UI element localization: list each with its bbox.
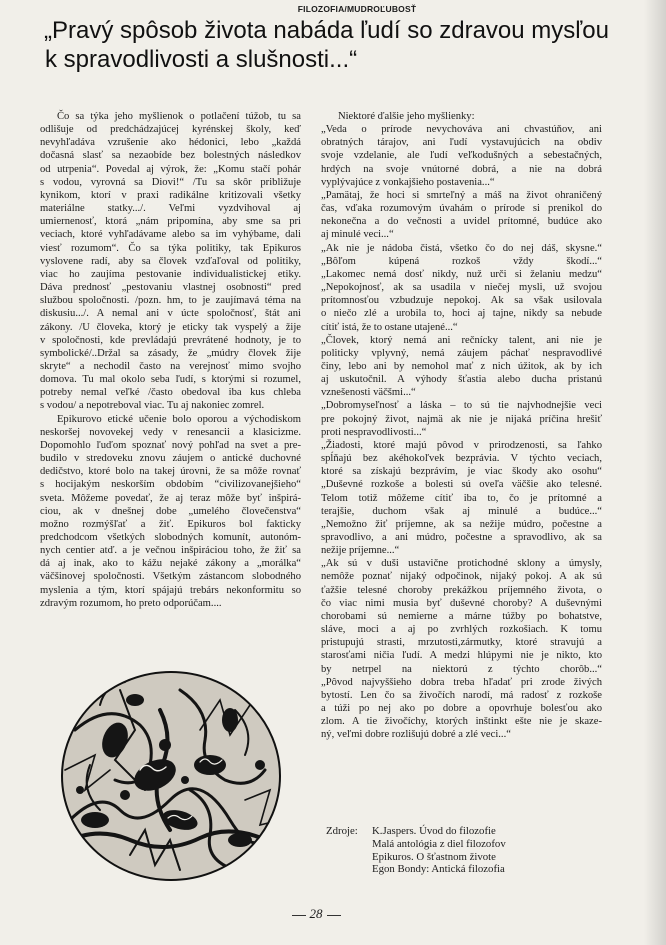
text-line: kynikom, ktorí v praxi radikálne kritizovali všetky — [40, 189, 301, 201]
text-line: s vodou/ a nepotreboval viac. Tu aj nakoniec zomrel. — [40, 400, 265, 412]
paragraph — [321, 242, 602, 334]
text-line: diskusiu.../. A nemal ani v úcte spoločnosť, štát ani — [40, 308, 301, 320]
text-line: „Bôľom kúpená rozkoš vždy škodí...“ — [321, 255, 602, 267]
text-line: vyslovene radí, aby sa človek vzďaľoval od politiky, — [40, 255, 301, 267]
paragraph — [321, 557, 602, 741]
paragraph — [40, 110, 301, 413]
text-line: „Žiadosti, ktoré majú pôvod v prirodzenosti, sa ľahko — [321, 439, 602, 451]
source-item: Epikuros. O šťastnom živote — [372, 850, 496, 863]
section-tag: FILOZOFIA/MUDROĽUBOSŤ — [297, 4, 417, 14]
page-number-text: 28 — [309, 906, 323, 921]
text-line: Niektoré ďalšie jeho myšlienky: — [337, 111, 475, 122]
text-line: dočasná slasť sa nezaobíde bez bolestných následkov — [40, 150, 301, 162]
text-line: ný, veľmi dobre rozlišujú dobré a zlé veci...“ — [321, 729, 511, 741]
text-line: politicky vplyvný, nemá záujem páchať nespravodlivé — [321, 347, 602, 359]
headline-line: „Pravý spôsob života nabáda ľudí so zdravou mysľou — [44, 17, 609, 44]
text-line: čas, vďaka rozumovým úvahám o prírode si prenikol do — [321, 203, 602, 215]
text-line: myslenia a tým, ktorí spájajú trebárs nekonformitu so — [40, 584, 301, 596]
text-line: viesť rozumom“. Čo sa týka politiky, tak Epikuros — [40, 242, 301, 254]
page-number-dash — [327, 915, 341, 916]
text-line: symbolické/..Držal sa zásady, že „múdry človek žije — [40, 347, 301, 359]
text-line: sláve, moci a aj po zvrhlých rozkošiach. K tomu — [321, 624, 602, 636]
text-line: prítomnosťou vzbudzuje nepokoj. Ak sa však usilovala — [321, 295, 602, 307]
text-line: vznešenosti väčšmi...“ — [321, 387, 416, 399]
text-line: vyplývajúce z vonkajšieho postavenia...“ — [321, 176, 495, 188]
text-line: Dopomohlo ľuďom spoznať nový pohľad na svet a pre- — [40, 439, 301, 451]
text-line: aj uskutočnil. A výhody šťastia alebo ducha pristanú — [321, 374, 602, 386]
text-line: obratných tárajov, ani ľudí vystavujúcich na obdiv — [321, 137, 602, 149]
text-line: spravodlivo, a ani múdro, počestne a spravodlivo, ak sa — [321, 532, 602, 543]
text-line: umiernenosť, ktorá „nám pripomína, aby sme sa pri — [40, 216, 301, 228]
text-line: Epikurovo etické učenie bolo oporou a východiskom — [56, 413, 301, 425]
text-line: starosťami ničia ľudí. A medzi hlúpymi nie je nikto, kto — [321, 650, 602, 662]
text-line: službou spoločnosti. /pozn. hm, to je zaujímavá téma na — [40, 295, 301, 307]
text-line: spĺňajú bez akéhokoľvek bezprávia. V týchto veciach, — [321, 453, 602, 465]
text-line: zákony. /U človeka, ktorý je eticky tak vyspelý a žije — [40, 321, 301, 333]
text-line: „Nepokojnosť, ak sa usadila v niečej mysli, už svojou — [321, 282, 602, 294]
text-line: „Ak sú v duši ustavične protichodné sklony a úmysly, — [321, 558, 602, 570]
text-line: s hocijakým neskorším obdobím “civilizovanejšieho“ — [40, 479, 301, 491]
text-line: „Duševné rozkoše a bolesti sú oveľa väčšie ako telesné. — [321, 479, 602, 491]
text-line: by netrpel na niektorú z týchto chorôb...“ — [321, 663, 602, 675]
text-line: „Nemožno žiť príjemne, ak sa nežije múdro, počestne a — [321, 518, 602, 530]
text-line: aj minulé veci...“ — [321, 229, 394, 241]
paragraph — [321, 110, 602, 123]
text-line: zlom. A tie živočíchy, ktorých inštinkt ešte nie je skaze- — [321, 716, 602, 728]
text-line: veciach, ktoré vyhľadávame alebo sa im vyhýbame, dali — [40, 229, 301, 241]
text-line: sveta. Môžeme povedať, že aj teraz môže byť inšpirá- — [40, 492, 301, 504]
text-line: predchodcom všetkých slobodných komunít, autonóm- — [40, 532, 301, 543]
text-line: čo viac nimi musia byť duševné choroby? A duševnými — [321, 597, 602, 609]
text-line: a túži po nej ako po dobre a opovrhuje bolesťou ako — [321, 703, 602, 715]
page-edge-shadow — [644, 0, 666, 945]
paragraph — [321, 439, 602, 557]
text-line: potreby nemal veľké /často obedoval iba kus chleba — [40, 387, 301, 399]
text-line: Telom totiž môžeme cítiť iba to, čo je prítomné a — [321, 492, 602, 504]
text-line: Čo sa týka jeho myšlienok o potlačení túžob, tu sa — [56, 111, 301, 122]
source-item: Egon Bondy: Antická filozofia — [372, 863, 505, 876]
text-line: neskoršej novovekej vedy v renesancii a klasicizme. — [40, 426, 301, 438]
woodcut-illustration — [60, 670, 282, 882]
text-line: svoje vzdelanie, ale ľudí veľkodušných a sebestačných, — [321, 150, 602, 162]
text-line: „Ak nie je nádoba čistá, všetko čo do nej dáš, skysne.“ — [321, 242, 602, 254]
text-line: odlišuje od predchádzajúcej kyrénskej školy, keď — [40, 124, 301, 136]
page-number — [276, 906, 356, 922]
text-line: pristupujú strasti, mrzutosti,zármutky, ktoré stravujú a — [321, 637, 602, 649]
paragraph — [321, 399, 602, 438]
paragraph — [321, 334, 602, 400]
paragraph — [321, 123, 602, 189]
text-line: budilo v stredoveku znovu záujem o antické duchovné — [40, 453, 301, 465]
paragraph — [40, 413, 301, 610]
text-line: „Človek, ktorý nemá ani rečnícky talent, ani nie je — [321, 334, 602, 346]
page-number-dash — [292, 915, 306, 916]
text-line: „Veda o prírode nevychováva ani chvastúňov, ani — [321, 124, 602, 136]
headline — [44, 16, 644, 74]
text-line: ťažšie telesné choroby prekážkou príjemného života, o — [321, 584, 602, 596]
sources-label: Zdroje: — [326, 825, 358, 837]
text-line: materiálne statky.../. Veľmi vyzdvihoval aj — [40, 203, 301, 215]
text-line: zdravým rozumom, ho preto odporúčam.... — [40, 597, 222, 609]
text-line: ciou, ak v dnešnej dobe „umelého človečenstva“ — [40, 505, 301, 517]
text-line: domova. Tu mal okolo seba ľudí, s ktorými si rozumel, — [40, 374, 301, 386]
sources-list — [372, 825, 602, 876]
text-line: bytostí. Len čo sa živočích narodí, má radosť z rozkoše — [321, 689, 602, 701]
text-line: Dáva prednosť „pestovaniu vlastnej osobnosti“ pred — [40, 282, 301, 294]
text-line: dá aj inak, ako to kážu nejaké zákony a „morálka“ — [40, 558, 301, 570]
text-line: „Lakomec nemá dosť nikdy, nuž urči si želaniu medzu“ — [321, 268, 602, 280]
source-item: K.Jaspers. Úvod do filozofie — [372, 825, 496, 837]
text-line: proti nespravodlivosti...“ — [321, 426, 427, 438]
source-item: Malá antológia z diel filozofov — [372, 837, 506, 850]
headline-line: k spravodlivosti a slušnosti...“ — [45, 46, 358, 73]
text-line: skryte“ a nechodil často na verejnosť mimo svojho — [40, 360, 301, 372]
text-line: cítiť istá, že to ostane utajené...“ — [321, 321, 458, 333]
text-line: pre pokojný život, najmä ak nie je nijaká príčina hrešiť — [321, 413, 602, 425]
text-line: viac ho zaujíma pestovanie individualistickej etiky. — [40, 268, 301, 280]
text-line: „Pôvod najvyššieho dobra treba hľadať pri zrode živých — [321, 676, 602, 688]
text-line: chorobami sú nemierne a márne túžby po bohatstve, — [321, 610, 602, 622]
text-line: v spoločnosti, kde prevládajú prevrátené hodnoty, je to — [40, 334, 301, 346]
text-line: nekonečna a do večnosti a uvidel prítomné, budúce ako — [321, 216, 602, 228]
text-line: terajšie, duchom však aj minulé a budúce...“ — [321, 505, 602, 517]
text-line: od utrpenia“. Povedal aj výrok, že: „Komu stačí pohár — [40, 163, 301, 175]
text-line: „Dobromyseľnosť a láska – to sú tie najvhodnejšie veci — [321, 400, 602, 412]
text-line: s vodou, vyrovná sa Diovi!“ /Tu sa skôr približuje — [40, 176, 301, 188]
text-line: „Pamätaj, že hoci si smrteľný a máš na život ohraničený — [321, 189, 602, 201]
text-line: nych centier atď. a je večnou inšpiráciou toho, že žiť sa — [40, 545, 301, 557]
left-column — [40, 110, 301, 610]
text-line: o niečo zlé a urobila to, hoci aj tajne, nikdy sa nebude — [321, 308, 602, 320]
text-line: nevyhľadáva vzrušenie ako hédonici, lebo „každá — [40, 137, 301, 149]
text-line: väčšinovej spoločnosti. Všetkým zástancom slobodného — [40, 571, 301, 583]
paragraph — [321, 189, 602, 242]
text-line: nežije príjemne...“ — [321, 545, 400, 557]
text-line: hrdých na svoje vnútorné dobrá, a nie na dobrá — [321, 163, 602, 175]
right-column — [321, 110, 602, 742]
text-line: nemôže poznať nijaký odpočinok, nijaký pokoj. A ak sú — [321, 571, 602, 583]
text-line: možno rozmýšľať a žiť. Epikuros bol fakticky — [40, 518, 301, 530]
text-line: činy, lebo ani by nemohol mať z nich úžitok, ak by ich — [321, 360, 602, 372]
text-line: dedičstvo, ktoré bolo na takej úrovni, že sa môže rovnať — [40, 466, 301, 478]
text-line: ktoré sa získajú bezprávím, je viac škody ako osohu“ — [321, 466, 602, 478]
